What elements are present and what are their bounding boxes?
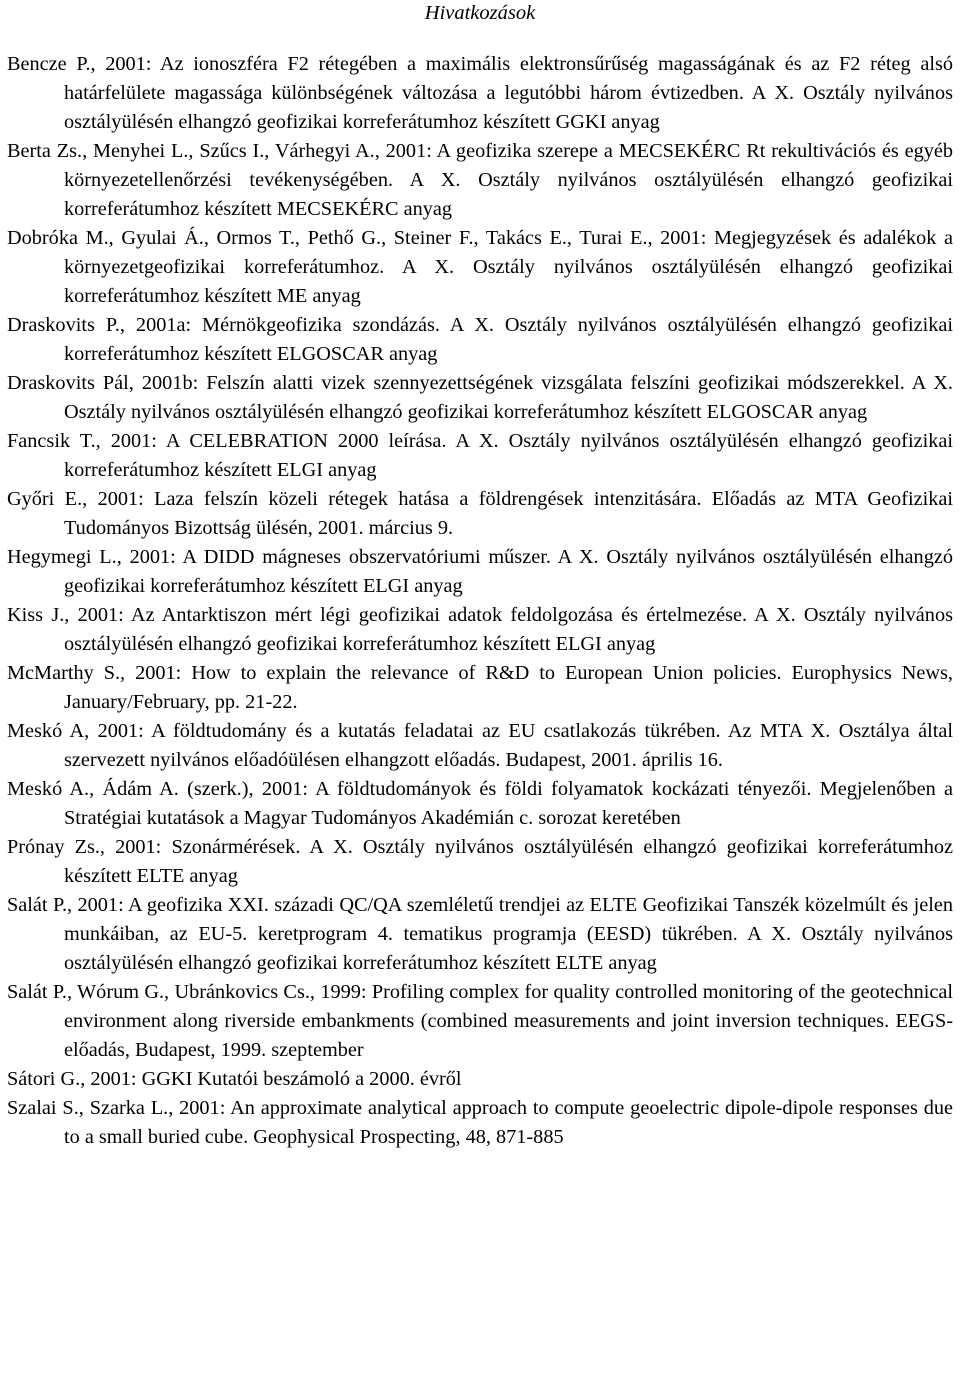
- page-heading: Hivatkozások: [424, 2, 536, 24]
- reference-entry: Szalai S., Szarka L., 2001: An approximate analytical approach to compute geoelectric dipole-dipole responses due to a small buried cube. Geophysical Prospecting, 48, 871-885: [7, 1097, 953, 1148]
- reference-entry: Draskovits Pál, 2001b: Felszín alatti vizek szennyezettségének vizsgálata felszíni geofizikai módszerekkel. A X. Osztály nyilvános osztályülésén elhangzó geofizikai korreferátumhoz készített ELGOSCAR anyag: [7, 372, 953, 423]
- reference-entry: Dobróka M., Gyulai Á., Ormos T., Pethő G., Steiner F., Takács E., Turai E., 2001: Megjegyzések és adalékok a környezetgeofizikai korreferátumhoz. A X. Osztály nyilvános osztályülésén elhangzó geofizikai korreferátumhoz készített ME anyag: [7, 227, 953, 307]
- reference-entry: Hegymegi L., 2001: A DIDD mágneses obszervatóriumi műszer. A X. Osztály nyilvános osztályülésén elhangzó geofizikai korreferátumhoz készített ELGI anyag: [7, 546, 953, 597]
- reference-entry: Fancsik T., 2001: A CELEBRATION 2000 leírása. A X. Osztály nyilvános osztályülésén elhangzó geofizikai korreferátumhoz készített ELGI anyag: [7, 430, 953, 481]
- reference-entry: Meskó A, 2001: A földtudomány és a kutatás feladatai az EU csatlakozás tükrében. Az MTA X. Osztálya által szervezett nyilvános előadóülésen elhangzott előadás. Budapest, 2001. április 16.: [7, 720, 953, 771]
- reference-entry: Salát P., 2001: A geofizika XXI. századi QC/QA szemléletű trendjei az ELTE Geofizikai Tanszék közelmúlt és jelen munkáiban, az EU-5. keretprogram 4. tematikus programja (EESD) tükrében. A X. Osztály nyilvános osztályülésén elhangzó geofizikai korreferátumhoz készített ELTE anyag: [7, 894, 953, 974]
- reference-entry: Sátori G., 2001: GGKI Kutatói beszámoló a 2000. évről: [7, 1068, 462, 1090]
- reference-entry: Salát P., Wórum G., Ubránkovics Cs., 1999: Profiling complex for quality controlled monitoring of the geotechnical environment along riverside embankments (combined measurements and joint inversion techniques. EEGS-előadás, Budapest, 1999. szeptember: [7, 981, 953, 1061]
- reference-entry: Bencze P., 2001: Az ionoszféra F2 rétegében a maximális elektronsűrűség magasságának és az F2 réteg alsó határfelülete magassága különbségének változása a legutóbbi három évtizedben. A X. Osztály nyilvános osztályülésén elhangzó geofizikai korreferátumhoz készített GGKI anyag: [7, 53, 953, 133]
- reference-entry: Draskovits P., 2001a: Mérnökgeofizika szondázás. A X. Osztály nyilvános osztályülésén elhangzó geofizikai korreferátumhoz készített ELGOSCAR anyag: [7, 314, 953, 365]
- reference-entry: Győri E., 2001: Laza felszín közeli rétegek hatása a földrengések intenzitására. Előadás az MTA Geofizikai Tudományos Bizottság ülésén, 2001. március 9.: [7, 488, 953, 539]
- reference-entry: Meskó A., Ádám A. (szerk.), 2001: A földtudományok és földi folyamatok kockázati tényezői. Megjelenőben a Stratégiai kutatások a Magyar Tudományos Akadémián c. sorozat keretében: [7, 778, 953, 829]
- reference-entry: Berta Zs., Menyhei L., Szűcs I., Várhegyi A., 2001: A geofizika szerepe a MECSEKÉRC Rt rekultivációs és egyéb környezetellenőrzési tevékenységében. A X. Osztály nyilvános osztályülésén elhangzó geofizikai korreferátumhoz készített MECSEKÉRC anyag: [7, 140, 953, 220]
- reference-entry: Kiss J., 2001: Az Antarktiszon mért légi geofizikai adatok feldolgozása és értelmezése. A X. Osztály nyilvános osztályülésén elhangzó geofizikai korreferátumhoz készített ELGI anyag: [7, 604, 953, 655]
- reference-list: [7, 50, 953, 1152]
- reference-entry: McMarthy S., 2001: How to explain the relevance of R&D to European Union policies. Europhysics News, January/February, pp. 21-22.: [7, 662, 953, 713]
- reference-entry: Prónay Zs., 2001: Szonármérések. A X. Osztály nyilvános osztályülésén elhangzó geofizikai korreferátumhoz készített ELTE anyag: [7, 836, 953, 887]
